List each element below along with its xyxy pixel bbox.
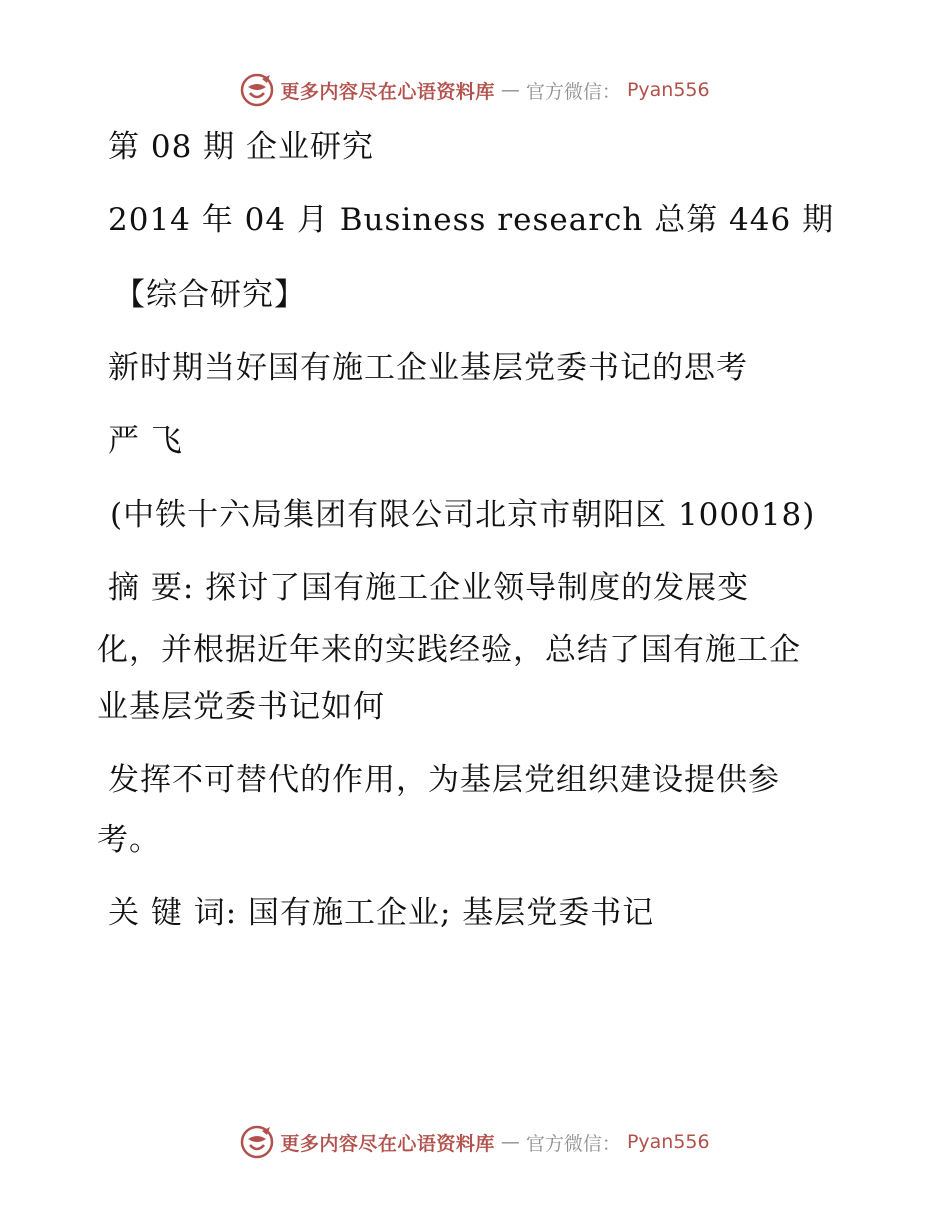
watermark-account: Pyan556 — [626, 1131, 710, 1153]
keywords-line: 关 键 词: 国有施工企业; 基层党委书记 — [108, 895, 655, 931]
abstract-line: 考。 — [97, 822, 161, 858]
abstract-line: 业基层党委书记如何 — [97, 689, 385, 725]
date-line: 2014 年 04 月 Business research 总第 446 期 — [108, 202, 835, 238]
watermark-footer — [0, 1122, 950, 1162]
watermark-main-text: 更多内容尽在心语资料库 — [280, 80, 495, 103]
mouth-logo-icon — [240, 73, 274, 107]
abstract-line: 发挥不可替代的作用，为基层党组织建设提供参 — [108, 762, 780, 798]
article-affiliation: (中铁十六局集团有限公司北京市朝阳区 100018) — [110, 497, 816, 533]
mouth-logo-icon — [240, 1125, 274, 1159]
section-heading: 【综合研究】 — [114, 277, 306, 313]
watermark-main-text: 更多内容尽在心语资料库 — [280, 1132, 495, 1155]
abstract-line: 摘 要: 探讨了国有施工企业领导制度的发展变 — [108, 570, 750, 606]
article-author: 严 飞 — [108, 423, 183, 459]
watermark-header — [0, 70, 950, 110]
watermark-dash: — — [500, 1131, 520, 1153]
watermark-suffix: 官方微信： — [525, 1132, 621, 1155]
watermark-account: Pyan556 — [626, 79, 710, 101]
watermark-dash: — — [500, 79, 520, 101]
issue-line: 第 08 期 企业研究 — [108, 129, 375, 165]
watermark-suffix: 官方微信： — [525, 80, 621, 103]
article-title: 新时期当好国有施工企业基层党委书记的思考 — [108, 350, 748, 386]
abstract-line: 化，并根据近年来的实践经验，总结了国有施工企 — [97, 632, 801, 668]
